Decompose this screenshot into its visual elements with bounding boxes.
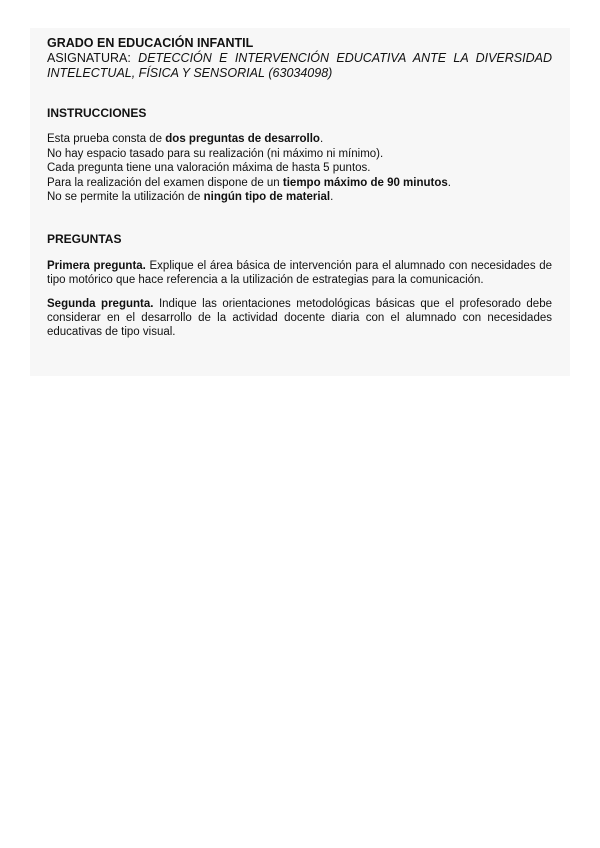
instruction-4-bold: tiempo máximo de 90 minutos	[282, 176, 448, 189]
exam-content-box	[30, 28, 570, 376]
instruction-1-end: .	[319, 133, 324, 145]
instructions-list	[47, 132, 552, 205]
instruction-1-text: Esta prueba consta de	[47, 133, 166, 145]
instruction-4-end: .	[447, 176, 451, 189]
question-1-label: Primera pregunta.	[47, 259, 146, 272]
question-2	[47, 297, 552, 339]
subject-label: ASIGNATURA:	[47, 51, 131, 65]
instruction-line-4	[47, 176, 552, 191]
degree-title: GRADO EN EDUCACIÓN INFANTIL	[47, 36, 254, 50]
instruction-5-bold: ningún tipo de material	[203, 191, 331, 203]
subject-line	[47, 51, 552, 81]
questions-title: PREGUNTAS	[47, 231, 122, 246]
subject-code: (63034098)	[268, 66, 333, 80]
instruction-5-end: .	[330, 191, 334, 203]
instruction-line-3: Cada pregunta tiene una valoración máxima de hasta 5 puntos.	[47, 162, 371, 174]
instruction-line-5	[47, 190, 552, 205]
exam-content	[47, 36, 552, 339]
instruction-line-2: No hay espacio tasado para su realización (ni máximo ni mínimo).	[47, 147, 384, 160]
instruction-1-bold: dos preguntas de desarrollo	[165, 133, 320, 145]
instruction-4-text: Para la realización del examen dispone de un	[47, 176, 283, 189]
subject-name: DETECCIÓN E INTERVENCIÓN EDUCATIVA ANTE LA DIVERSIDAD INTELECTUAL, FÍSICA Y SENSORIAL	[47, 51, 552, 80]
instruction-line-1	[47, 132, 552, 147]
question-1	[47, 259, 552, 287]
question-2-text: Indique las orientaciones metodológicas básicas que el profesorado debe considerar en el desarrollo de la actividad docente diaria con el alumnado con necesidades educativas de tipo visual.	[47, 297, 552, 338]
instructions-title: INSTRUCCIONES	[47, 106, 147, 120]
instruction-5-text: No se permite la utilización de	[47, 191, 204, 203]
question-1-text: Explique el área básica de intervención para el alumnado con necesidades de tipo motórico que hace referencia a la utilización de estrategias para la comunicación.	[47, 259, 552, 286]
question-2-label: Segunda pregunta.	[47, 297, 154, 310]
